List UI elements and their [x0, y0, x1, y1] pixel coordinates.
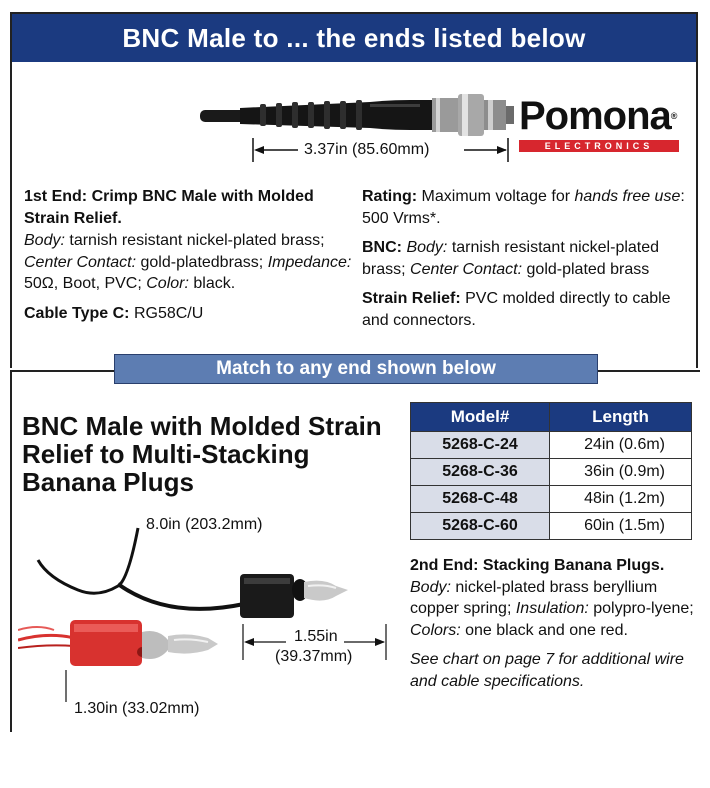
model-cell: 5268-C-24 — [411, 432, 550, 459]
logo-wordmark — [519, 96, 683, 136]
insulation-text: polypro-lyene; — [588, 600, 694, 617]
pomona-logo — [519, 96, 683, 152]
lead-length-label: 8.0in (203.2mm) — [146, 516, 263, 533]
spec-note: See chart on page 7 for additional wire and cable specifications. — [410, 651, 684, 690]
bnc-center-text: gold-plated brass — [522, 260, 650, 278]
colors-label: Colors: — [410, 621, 461, 639]
product-title: BNC Male with Molded Strain Relief to Multi-Stacking Banana Plugs — [22, 411, 382, 497]
second-end-title: 2nd End: Stacking Banana Plugs. — [410, 557, 665, 574]
center-contact-label: Center Contact: — [24, 253, 137, 271]
logo-word-text: Pomona — [519, 94, 671, 138]
model-table — [410, 402, 692, 540]
bnc-center-label: Center Contact: — [410, 260, 523, 278]
body-label: Body: — [24, 232, 65, 249]
cable-type-label: Cable Type C: — [24, 304, 130, 322]
body-text: tarnish resistant nickel-plated brass; — [64, 232, 325, 249]
bnc-body-text: tarnish resistant nickel-plated brass; — [362, 239, 660, 278]
rating-label: Rating: — [362, 188, 418, 205]
column-header-length: Length — [550, 403, 692, 432]
rating-tail: : 500 Vrms*. — [362, 188, 685, 227]
banana-plugs-image — [18, 520, 396, 720]
model-cell: 5268-C-48 — [411, 486, 550, 513]
length-cell: 24in (0.6m) — [550, 432, 692, 459]
rating-italic: hands free use — [574, 188, 681, 205]
second-end-description — [410, 555, 694, 700]
left-border-line — [10, 370, 12, 732]
strain-relief-text: PVC molded directly to cable and connectors. — [362, 290, 671, 329]
model-cell: 5268-C-36 — [411, 459, 550, 486]
color-label: Color: — [146, 275, 189, 292]
specs-description — [362, 186, 688, 339]
model-cell: 5268-C-60 — [411, 513, 550, 540]
table-row — [411, 486, 692, 513]
length-cell: 60in (1.5m) — [550, 513, 692, 540]
table-row — [411, 459, 692, 486]
strain-relief-label: Strain Relief: — [362, 290, 461, 307]
table-header-row — [411, 403, 692, 432]
plug-length-label-2: (39.37mm) — [275, 648, 353, 665]
table-row — [411, 513, 692, 540]
match-banner: Match to any end shown below — [114, 354, 598, 384]
logo-registered-mark: ® — [670, 111, 677, 121]
plug-length-label-1: 1.55in — [294, 628, 338, 645]
length-cell: 36in (0.9m) — [550, 459, 692, 486]
color-text: black. — [188, 275, 236, 292]
impedance-text: 50Ω, Boot, PVC; — [24, 275, 147, 292]
rating-text: Maximum voltage for — [417, 188, 575, 205]
red-plug-length-label: 1.30in (33.02mm) — [74, 700, 200, 717]
bnc-label: BNC: — [362, 239, 402, 256]
first-end-description — [24, 186, 354, 332]
impedance-label: Impedance: — [267, 253, 352, 271]
logo-subtitle-bar: ELECTRONICS — [519, 140, 679, 152]
center-contact-text: gold-platedbrass; — [136, 253, 268, 271]
second-body-text: nickel-plated brass beryllium copper spring; — [410, 578, 658, 617]
second-body-label: Body: — [410, 578, 451, 596]
insulation-label: Insulation: — [515, 600, 589, 617]
bnc-body-label: Body: — [406, 239, 448, 256]
first-end-title: 1st End: Crimp BNC Male with Molded Strain Relief. — [24, 188, 314, 227]
colors-text: one black and one red. — [460, 621, 628, 639]
cable-type-text: RG58C/U — [129, 304, 204, 322]
column-header-model: Model# — [411, 403, 550, 432]
length-cell: 48in (1.2m) — [550, 486, 692, 513]
table-row — [411, 432, 692, 459]
page-title: BNC Male to ... the ends listed below — [12, 14, 696, 62]
bnc-dimension-label: 3.37in (85.60mm) — [304, 141, 430, 158]
